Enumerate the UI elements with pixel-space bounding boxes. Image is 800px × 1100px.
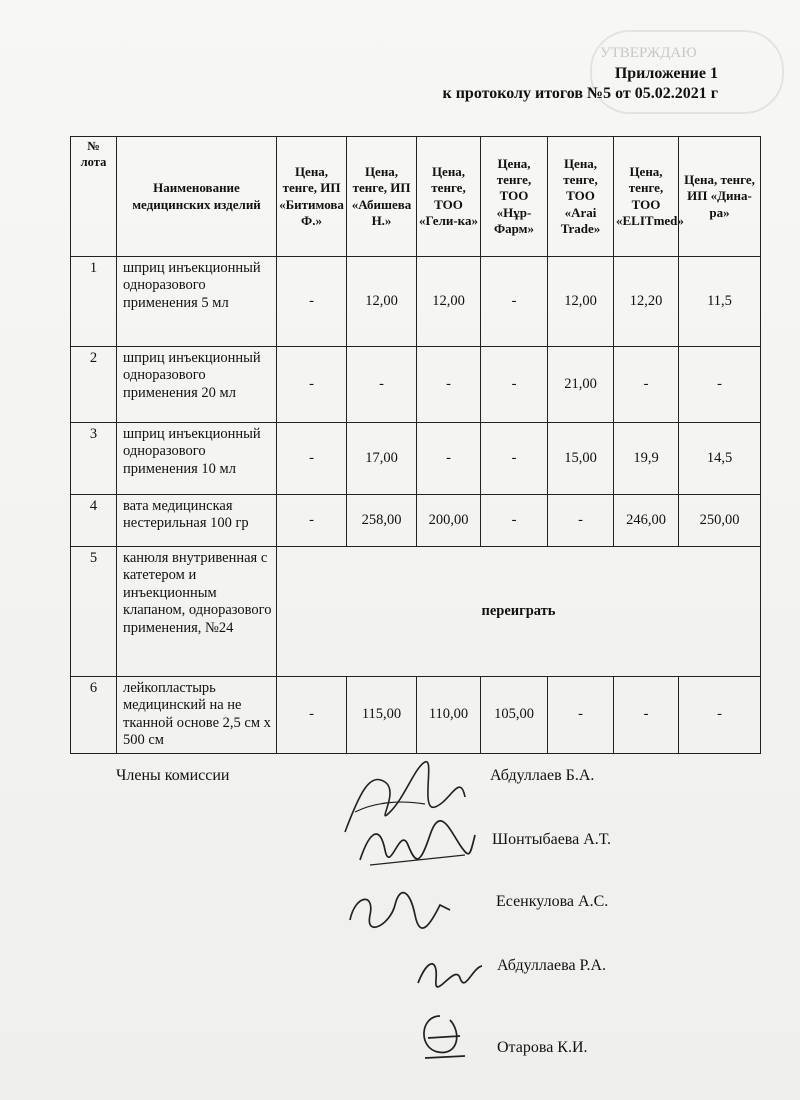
price-cell: 14,5 (679, 423, 761, 495)
price-cell: - (481, 495, 548, 547)
commission-label: Члены комиссии (116, 767, 230, 784)
price-cell: - (277, 347, 347, 423)
price-cell: - (347, 347, 417, 423)
col-price-abisheva: Цена, тенге, ИП «Абишева Н.» (347, 137, 417, 257)
item-name: шприц инъекционный одноразового применения 10 мл (117, 423, 277, 495)
price-cell: 12,00 (548, 257, 614, 347)
col-lot-number: № лота (71, 137, 117, 257)
price-cell: 246,00 (614, 495, 679, 547)
price-cell: 12,20 (614, 257, 679, 347)
price-cell: - (614, 347, 679, 423)
table-row (71, 423, 761, 495)
price-cell: - (679, 677, 761, 754)
member-name: Шонтыбаева А.Т. (492, 831, 611, 848)
price-cell: - (417, 347, 481, 423)
table-row (71, 547, 761, 677)
price-cell: 21,00 (548, 347, 614, 423)
col-price-elitmed: Цена, тенге, ТОО «ELITmed» (614, 137, 679, 257)
lot-number: 4 (71, 495, 117, 547)
table-row (71, 347, 761, 423)
member-name: Отарова К.И. (497, 1039, 588, 1056)
signature-3 (340, 880, 460, 935)
price-cell: - (277, 423, 347, 495)
signature-5 (410, 1008, 470, 1063)
member-name: Есенкулова А.С. (496, 893, 609, 910)
price-cell: 15,00 (548, 423, 614, 495)
col-price-nurfarm: Цена, тенге, ТОО «Нұр-Фарм» (481, 137, 548, 257)
replay-note: переиграть (277, 547, 761, 677)
lot-number: 3 (71, 423, 117, 495)
price-cell: 250,00 (679, 495, 761, 547)
price-cell: - (277, 677, 347, 754)
col-price-bitimova: Цена, тенге, ИП «Битимова Ф.» (277, 137, 347, 257)
price-cell: 19,9 (614, 423, 679, 495)
price-cell: - (277, 257, 347, 347)
price-cell: 11,5 (679, 257, 761, 347)
price-cell: - (481, 257, 548, 347)
price-cell: 12,00 (417, 257, 481, 347)
price-cell: - (548, 677, 614, 754)
col-item-name: Наименование медицинских изделий (117, 137, 277, 257)
lots-price-table (70, 136, 761, 754)
price-cell: 258,00 (347, 495, 417, 547)
price-cell: - (679, 347, 761, 423)
signature-2 (350, 815, 480, 875)
protocol-reference: к протоколу итогов №5 от 05.02.2021 г (442, 85, 718, 102)
lot-number: 2 (71, 347, 117, 423)
signature-4 (410, 948, 490, 993)
member-name: Абдуллаев Б.А. (490, 767, 595, 784)
item-name: вата медицинская нестерильная 100 гр (117, 495, 277, 547)
price-cell: - (417, 423, 481, 495)
item-name: лейкопластырь медицинский на не тканной основе 2,5 см х 500 см (117, 677, 277, 754)
price-cell: - (548, 495, 614, 547)
price-cell: - (614, 677, 679, 754)
member-name: Абдуллаева Р.А. (497, 957, 606, 974)
table-row (71, 495, 761, 547)
table-row (71, 257, 761, 347)
price-cell: 12,00 (347, 257, 417, 347)
price-cell: 200,00 (417, 495, 481, 547)
lot-number: 6 (71, 677, 117, 754)
document-header (442, 64, 718, 104)
item-name: шприц инъекционный одноразового применения 20 мл (117, 347, 277, 423)
price-cell: - (481, 423, 548, 495)
price-cell: 17,00 (347, 423, 417, 495)
col-price-arai-trade: Цена, тенге, ТОО «Arai Trade» (548, 137, 614, 257)
lot-number: 5 (71, 547, 117, 677)
appendix-title: Приложение 1 (614, 65, 718, 82)
item-name: шприц инъекционный одноразового применения 5 мл (117, 257, 277, 347)
price-cell: 110,00 (417, 677, 481, 754)
price-cell: 105,00 (481, 677, 548, 754)
bleed-approve: УТВЕРЖДАЮ (600, 45, 697, 61)
price-cell: - (481, 347, 548, 423)
col-price-gelika: Цена, тенге, ТОО «Гели-ка» (417, 137, 481, 257)
table-row (71, 677, 761, 754)
price-cell: 115,00 (347, 677, 417, 754)
lot-number: 1 (71, 257, 117, 347)
col-price-dinara: Цена, тенге, ИП «Дина-ра» (679, 137, 761, 257)
price-cell: - (277, 495, 347, 547)
item-name: канюля внутривенная с катетером и инъекционным клапаном, одноразового применения, №24 (117, 547, 277, 677)
